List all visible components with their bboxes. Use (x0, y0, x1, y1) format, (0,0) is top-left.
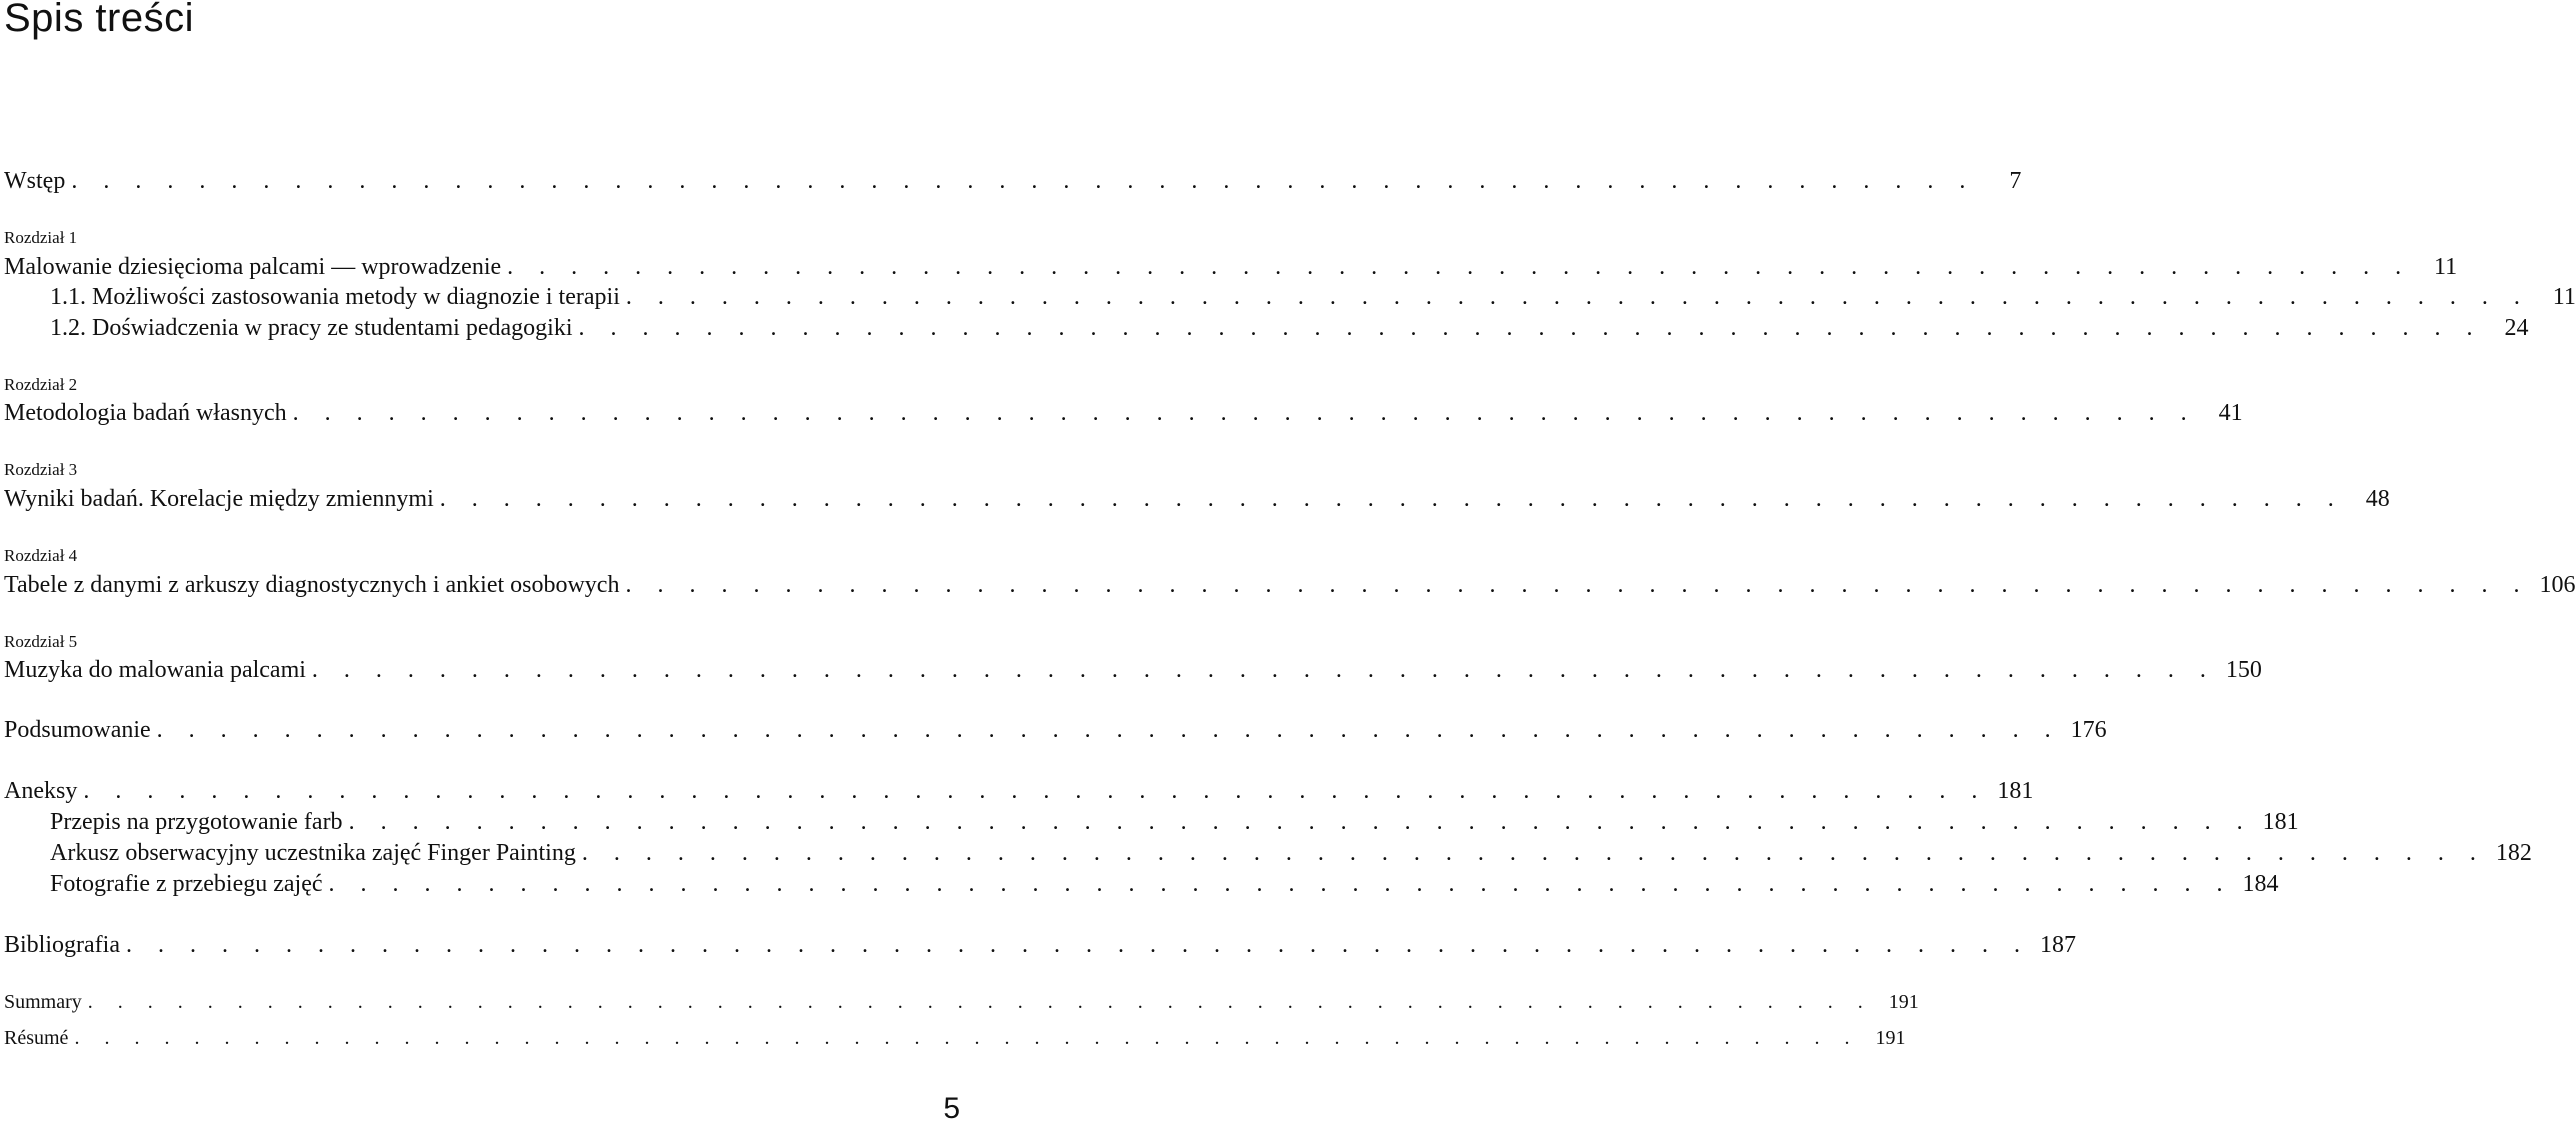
chapter-label-2: Rozdział 2 (4, 375, 78, 394)
toc-entry-podsumowanie[interactable] (0, 715, 2107, 745)
toc-entry-label: Wyniki badań. Korelacje między zmiennymi (4, 486, 434, 512)
toc-entry-label: Summary (4, 991, 82, 1013)
toc-leader-dots: . . . . . . . . . . . . . . . . . . . . . . . . . . . . . . . . . . . . . . . . . . . . . . . . . . . . . . . . . . . . (74, 1027, 1860, 1049)
chapter-label-3: Rozdział 3 (4, 460, 78, 479)
toc-entry-aneks-arkusz[interactable] (0, 838, 2532, 868)
toc-entry-page: 7 (2009, 168, 2022, 194)
toc-entry-aneksy[interactable] (0, 776, 2034, 806)
toc-entry-page: 191 (1875, 1027, 1906, 1049)
toc-leader-dots: . . . . . . . . . . . . . . . . . . . . . . . . . . . . . . . . . . . . . . . . . . . . . . . . . . . . . . . . . . . . (328, 871, 2233, 897)
toc-entry-label: Arkusz obserwacyjny uczestnika zajęć Finger Painting (50, 840, 576, 866)
toc-entry-bibliografia[interactable] (0, 930, 2076, 960)
toc-entry-aneks-farby[interactable] (0, 807, 2299, 837)
toc-entry-label: Fotografie z przebiegu zajęć (50, 871, 323, 897)
toc-leader-dots: . . . . . . . . . . . . . . . . . . . . . . . . . . . . . . . . . . . . . . . . . . . . . . . . . . . . . . . . . . . . (156, 717, 2061, 743)
toc-entry-section-1-2[interactable] (0, 313, 2529, 343)
toc-entry-page: 184 (2242, 871, 2279, 897)
toc-entry-label: Aneksy (4, 778, 78, 804)
toc-entry-label: Tabele z danymi z arkuszy diagnostycznych i ankiet osobowych (4, 572, 620, 598)
toc-entry-resume[interactable] (0, 1023, 1906, 1053)
toc-entry-chapter-4[interactable] (0, 570, 2576, 600)
toc-entry-aneks-fotografie[interactable] (0, 869, 2279, 899)
toc-entry-label: 1.1. Możliwości zastosowania metody w diagnozie i terapii (50, 284, 620, 310)
toc-entry-label: Malowanie dziesięcioma palcami — wprowadzenie (4, 254, 502, 280)
toc-leader-dots: . . . . . . . . . . . . . . . . . . . . . . . . . . . . . . . . . . . . . . . . . . . . . . . . . . . . . . . . . . . . (439, 486, 2344, 512)
toc-entry-label: Przepis na przygotowanie farb (50, 809, 343, 835)
toc-leader-dots: . . . . . . . . . . . . . . . . . . . . . . . . . . . . . . . . . . . . . . . . . . . . . . . . . . . . . . . . . . . . (87, 991, 1873, 1013)
toc-leader-dots: . . . . . . . . . . . . . . . . . . . . . . . . . . . . . . . . . . . . . . . . . . . . . . . . . . . . . . . . . . . . (348, 809, 2253, 835)
chapter-label-1: Rozdział 1 (4, 228, 78, 247)
toc-entry-wstep[interactable] (0, 166, 2022, 196)
toc-entry-page: 181 (2262, 809, 2299, 835)
toc-leader-dots: . . . . . . . . . . . . . . . . . . . . . . . . . . . . . . . . . . . . . . . . . . . . . . . . . . . . . . . . . . . . (581, 840, 2486, 866)
toc-entry-page: 182 (2495, 840, 2532, 866)
toc-entry-page: 48 (2365, 486, 2390, 512)
toc-leader-dots: . . . . . . . . . . . . . . . . . . . . . . . . . . . . . . . . . . . . . . . . . . . . . . . . . . . . . . . . . . . . (625, 572, 2530, 598)
toc-entry-page: 11 (2552, 284, 2576, 310)
toc-leader-dots: . . . . . . . . . . . . . . . . . . . . . . . . . . . . . . . . . . . . . . . . . . . . . . . . . . . . . . . . . . . . (292, 400, 2197, 426)
toc-entry-label: Résumé (4, 1027, 69, 1049)
toc-entry-page: 11 (2434, 254, 2458, 280)
chapter-label-4: Rozdział 4 (4, 546, 78, 565)
toc-entry-summary[interactable] (0, 987, 1919, 1017)
toc-entry-label: Metodologia badań własnych (4, 400, 287, 426)
toc-leader-dots: . . . . . . . . . . . . . . . . . . . . . . . . . . . . . . . . . . . . . . . . . . . . . . . . . . . . . . . . . . . . (83, 778, 1988, 804)
toc-leader-dots: . . . . . . . . . . . . . . . . . . . . . . . . . . . . . . . . . . . . . . . . . . . . . . . . . . . . . . . . . . . . (507, 254, 2412, 280)
chapter-label-5: Rozdział 5 (4, 632, 78, 651)
toc-entry-label: Bibliografia (4, 932, 120, 958)
page-number: 5 (943, 1092, 960, 1125)
toc-entry-page: 24 (2504, 315, 2529, 341)
toc-leader-dots: . . . . . . . . . . . . . . . . . . . . . . . . . . . . . . . . . . . . . . . . . . . . . . . . . . . . . . . . . . . . (578, 315, 2483, 341)
page-title: Spis treści (4, 0, 194, 40)
toc-entry-chapter-3[interactable] (0, 484, 2390, 514)
toc-entry-page: 41 (2218, 400, 2243, 426)
toc-entry-section-1-1[interactable] (0, 282, 2576, 312)
toc-entry-page: 187 (2039, 932, 2076, 958)
toc-entry-label: Wstęp (4, 168, 66, 194)
toc-entry-chapter-2[interactable] (0, 398, 2243, 428)
toc-leader-dots: . . . . . . . . . . . . . . . . . . . . . . . . . . . . . . . . . . . . . . . . . . . . . . . . . . . . . . . . . . . . (625, 284, 2530, 310)
toc-entry-page: 150 (2225, 657, 2262, 683)
toc-entry-label: Podsumowanie (4, 717, 151, 743)
toc-entry-label: 1.2. Doświadczenia w pracy ze studentami pedagogiki (50, 315, 573, 341)
toc-entry-chapter-1[interactable] (0, 252, 2458, 282)
toc-leader-dots: . . . . . . . . . . . . . . . . . . . . . . . . . . . . . . . . . . . . . . . . . . . . . . . . . . . . . . . . . . . . (125, 932, 2030, 958)
toc-entry-chapter-5[interactable] (0, 655, 2262, 685)
toc-entry-page: 181 (1997, 778, 2034, 804)
toc-leader-dots: . . . . . . . . . . . . . . . . . . . . . . . . . . . . . . . . . . . . . . . . . . . . . . . . . . . . . . . . . . . . (311, 657, 2216, 683)
toc-leader-dots: . . . . . . . . . . . . . . . . . . . . . . . . . . . . . . . . . . . . . . . . . . . . . . . . . . . . . . . . . . . . (71, 168, 1976, 194)
toc-entry-page: 191 (1888, 991, 1919, 1013)
toc-entry-page: 176 (2070, 717, 2107, 743)
toc-entry-label: Muzyka do malowania palcami (4, 657, 306, 683)
toc-entry-page: 106 (2539, 572, 2576, 598)
